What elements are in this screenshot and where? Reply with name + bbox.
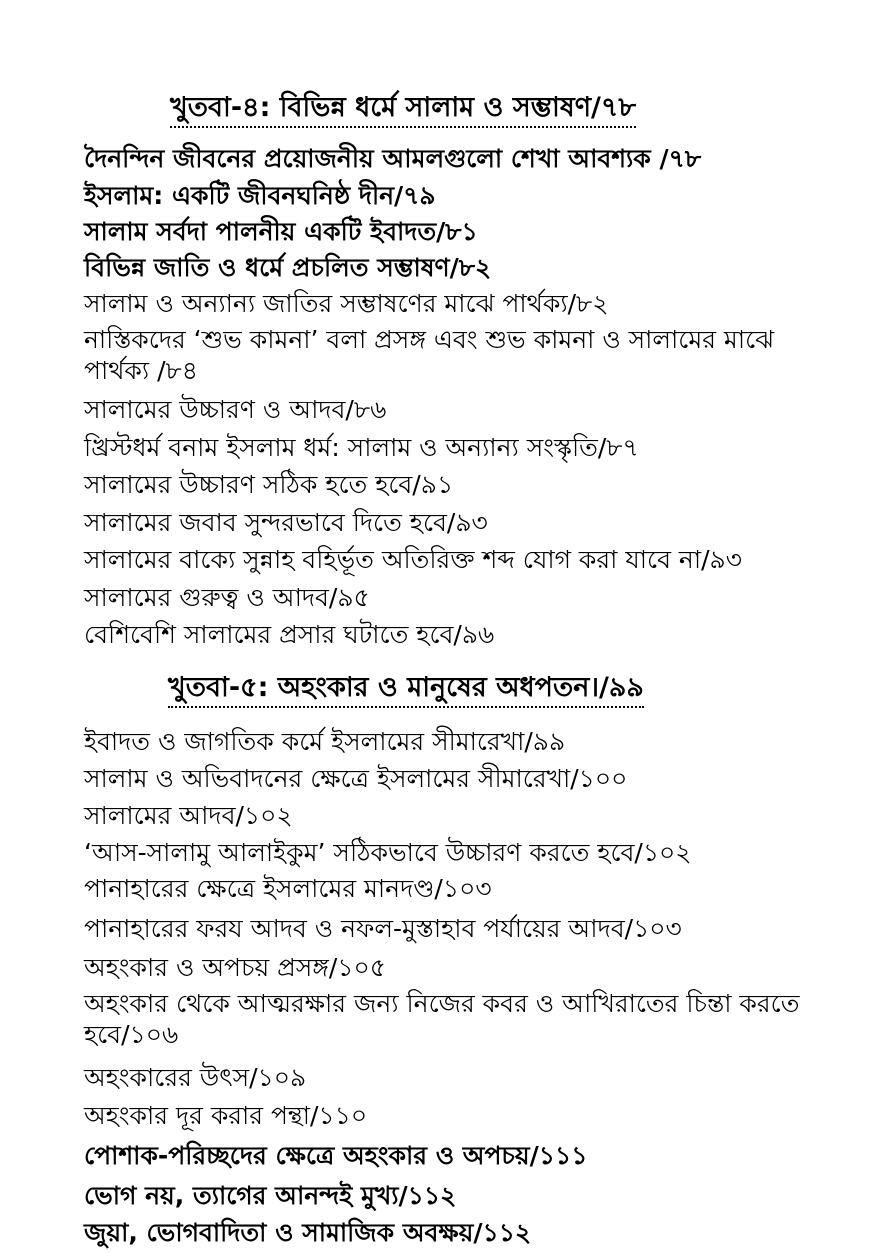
toc-entry: সালামের উচ্চারণ সঠিক হতে হবে/৯১ bbox=[84, 470, 454, 499]
toc-entry: সালামের আদব/১০২ bbox=[84, 801, 293, 830]
toc-entry: সালাম ও অভিবাদনের ক্ষেত্রে ইসলামের সীমারেখা/১০০ bbox=[84, 764, 628, 793]
toc-entry: সালামের জবাব সুন্দরভাবে দিতে হবে/৯৩ bbox=[84, 508, 488, 537]
toc-entry: ভোগ নয়, ত্যাগের আনন্দই মুখ্য/১১২ bbox=[84, 1181, 457, 1210]
toc-entry: সালামের গুরুত্ব ও আদব/৯৫ bbox=[84, 583, 370, 612]
toc-entry: অহংকার দূর করার পন্থা/১১০ bbox=[84, 1101, 368, 1130]
toc-entry: দৈনন্দিন জীবনের প্রয়োজনীয় আমলগুলো শেখা আবশ্যক /৭৮ bbox=[84, 144, 702, 173]
toc-entry: পানাহারের ক্ষেত্রে ইসলামের মানদণ্ড/১০৩ bbox=[84, 874, 492, 903]
toc-entry: সালাম ও অন্যান্য জাতির সম্ভাষণের মাঝে পার্থক্য/৮২ bbox=[84, 289, 609, 318]
toc-entry: সালামের উচ্চারণ ও আদব/৮৬ bbox=[84, 395, 387, 424]
section-heading: খুতবা-৫: অহংকার ও মানুষের অধপতন।/৯৯ bbox=[168, 672, 644, 708]
toc-entry: বেশিবেশি সালামের প্রসার ঘটাতে হবে/৯৬ bbox=[84, 620, 495, 649]
toc-entry: খ্রিস্টধর্ম বনাম ইসলাম ধর্ম: সালাম ও অন্যান্য সংস্কৃতি/৮৭ bbox=[84, 433, 639, 462]
toc-entry: অহংকার থেকে আত্মরক্ষার জন্য নিজের কবর ও আখিরাতের চিন্তা করতে হবে/১০৬ bbox=[84, 989, 800, 1050]
toc-entry: অহংকার ও অপচয় প্রসঙ্গ/১০৫ bbox=[84, 953, 386, 982]
toc-entry: ইবাদত ও জাগতিক কর্মে ইসলামের সীমারেখা/৯৯ bbox=[84, 727, 566, 756]
toc-entry: জুয়া, ভোগবাদিতা ও সামাজিক অবক্ষয়/১১২ bbox=[84, 1218, 532, 1247]
toc-entry: অহংকারের উৎস/১০৯ bbox=[84, 1063, 307, 1092]
toc-entry: সালাম সর্বদা পালনীয় একটি ইবাদত/৮১ bbox=[84, 217, 478, 246]
toc-entry: পানাহারের ফরয আদব ও নফল-মুস্তাহাব পর্যায়ের আদব/১০৩ bbox=[84, 914, 682, 943]
toc-entry: নাস্তিকদের ‘শুভ কামনা’ বলা প্রসঙ্গ এবং শুভ কামনা ও সালামের মাঝে পার্থক্য /৮৪ bbox=[84, 325, 775, 386]
toc-entry: পোশাক-পরিচ্ছদের ক্ষেত্রে অহংকার ও অপচয়/১১১ bbox=[84, 1141, 588, 1170]
toc-entry: ‘আস-সালামু আলাইকুম’ সঠিকভাবে উচ্চারণ করতে হবে/১০২ bbox=[84, 838, 692, 867]
toc-entry: ইসলাম: একটি জীবনঘনিষ্ঠ দীন/৭৯ bbox=[84, 181, 436, 210]
toc-entry: সালামের বাক্যে সুন্নাহ বহির্ভূত অতিরিক্ত শব্দ যোগ করা যাবে না/৯৩ bbox=[84, 545, 743, 574]
toc-entry: বিভিন্ন জাতি ও ধর্মে প্রচলিত সম্ভাষণ/৮২ bbox=[84, 253, 492, 282]
section-heading: খুতবা-৪: বিভিন্ন ধর্মে সালাম ও সম্ভাষণ/৭৮ bbox=[170, 92, 636, 128]
